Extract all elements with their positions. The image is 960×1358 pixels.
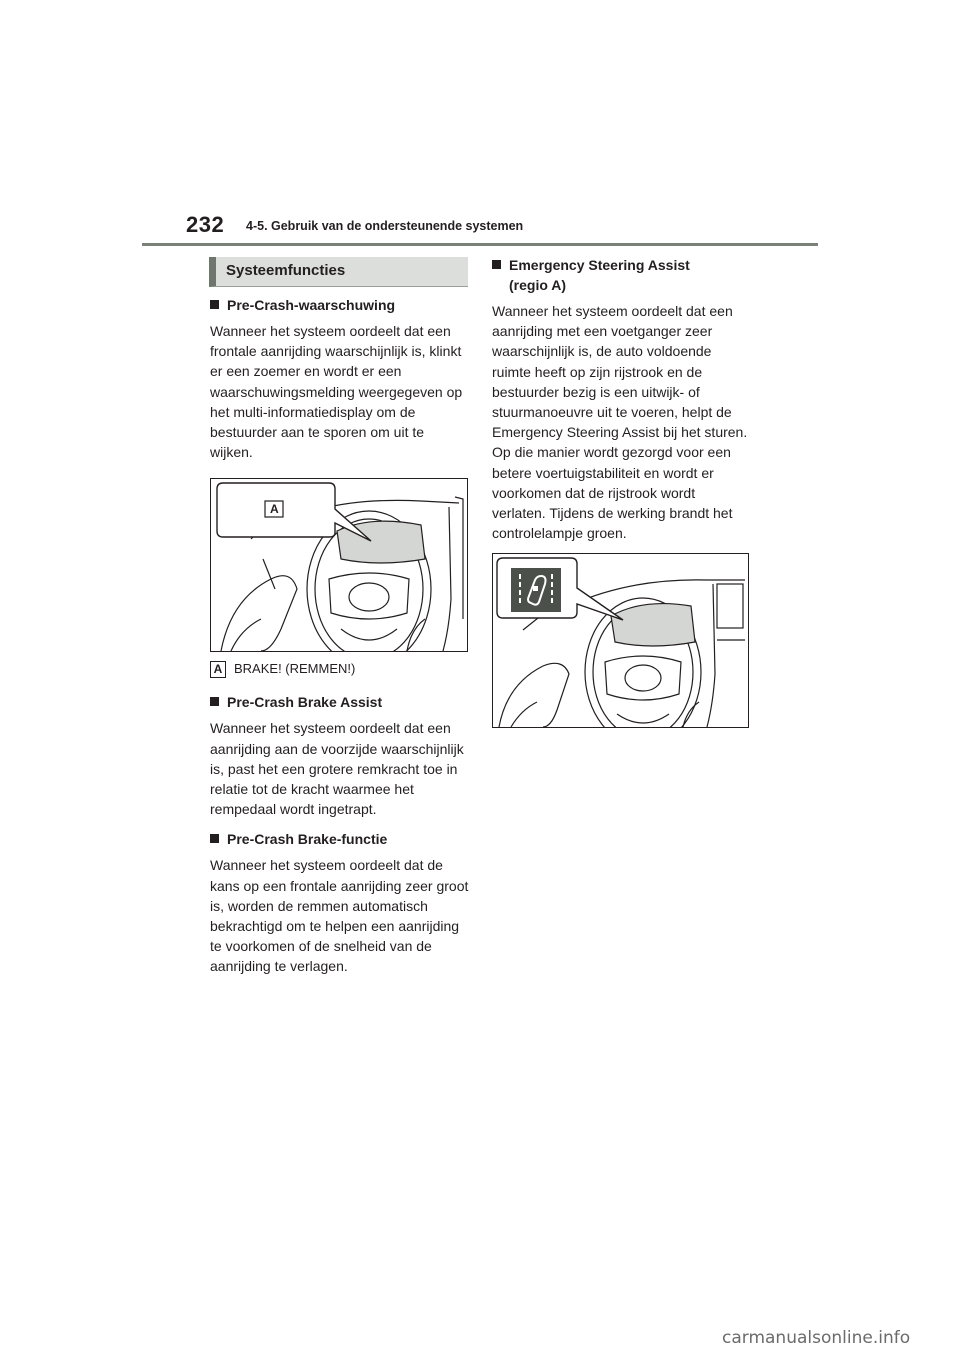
callout-label: A [270, 502, 279, 517]
page-number: 232 [186, 212, 225, 237]
subhead-brake-assist [210, 692, 470, 712]
subhead-pre-crash-warning [210, 295, 470, 315]
paragraph-brake-assist: Wanneer het systeem oordeelt dat een aanrijding aan de voorzijde waarschijnlijk is, past het een grotere remkracht toe in relatie tot de kracht waarmee het rempedaal wordt ingetrapt. [210, 720, 464, 818]
square-bullet-icon [210, 697, 219, 706]
caption-badge: A [210, 661, 226, 678]
subhead-text: Pre-Crash Brake Assist [227, 694, 383, 711]
dashboard-illustration [211, 479, 467, 651]
subhead-text-line2: (regio A) [509, 277, 567, 293]
paragraph-steering-assist: Wanneer het systeem oordeelt dat een aanrijding met een voetganger zeer waarschijnlijk is, de auto voldoende ruimte heeft op zijn rijstrook en de bestuurder bezig is een uitwijk- of stuurmanoeuvre uit te voeren, helpt de Emergency Steering Assist bij het sturen. Op die manier wordt gezorgd voor een betere voertuigstabiliteit en wordt er voorkomen dat de rijstrook wordt verlaten. Tijdens de werking brandt het controlelampje groen. [492, 303, 748, 542]
subhead-brake-function [210, 829, 470, 849]
subhead-text: Pre-Crash-waarschuwing [227, 297, 396, 313]
watermark: carmanualsonline.info [722, 1328, 911, 1348]
square-bullet-icon [492, 260, 501, 269]
left-column [210, 295, 470, 987]
dashboard-indicator-illustration [493, 554, 748, 727]
section-heading [209, 257, 468, 287]
figure-warning-dashboard [210, 478, 468, 652]
section-title: Systeemfuncties [226, 262, 346, 279]
square-bullet-icon [210, 300, 219, 309]
figure-steering-indicator [492, 553, 749, 728]
subhead-text: Pre-Crash Brake-functie [227, 831, 388, 848]
header-rule [142, 243, 818, 246]
square-bullet-icon [210, 834, 219, 843]
steering-assist-indicator-icon [511, 568, 561, 612]
subhead-steering-assist [492, 255, 752, 295]
chapter-title: 4-5. Gebruik van de ondersteunende systemen [246, 219, 524, 233]
paragraph-brake-function: Wanneer het systeem oordeelt dat de kans op een frontale aanrijding zeer groot is, worden de remmen automatisch bekrachtigd om te helpen een aanrijding te voorkomen of de snelheid van de aanrijding te verlagen. [210, 857, 469, 975]
subhead-text-line1: Emergency Steering Assist [509, 257, 690, 273]
figure-caption [210, 660, 470, 678]
caption-text: BRAKE! (REMMEN!) [234, 661, 356, 677]
paragraph-pre-crash-warning: Wanneer het systeem oordeelt dat een frontale aanrijding waarschijnlijk is, klinkt er een zoemer en wordt er een waarschuwingsmelding weergegeven op het multi-informatiedisplay om de bestuurder aan te sporen om uit te wijken. [210, 323, 463, 461]
right-column [492, 255, 752, 736]
